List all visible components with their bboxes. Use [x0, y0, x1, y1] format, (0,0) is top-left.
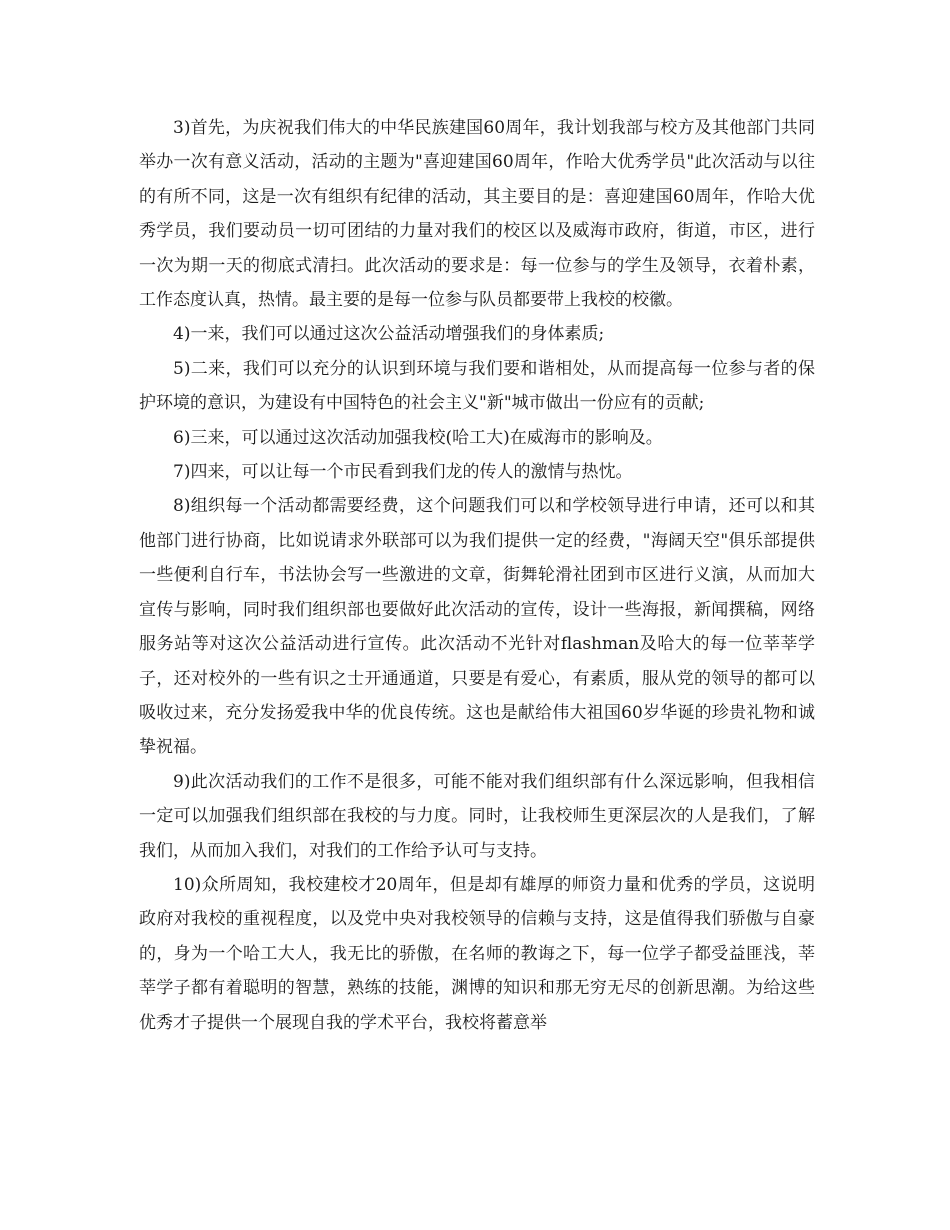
paragraph-5: 5)二来，我们可以充分的认识到环境与我们要和谐相处，从而提高每一位参与者的保护环境的意识，为建设有中国特色的社会主义"新"城市做出一份应有的贡献;	[139, 358, 815, 414]
paragraph-6: 6)三来，可以通过这次活动加强我校(哈工大)在威海市的影响及。	[173, 427, 663, 448]
paragraph-7: 7)四来，可以让每一个市民看到我们龙的传人的激情与热忱。	[173, 462, 633, 483]
paragraph-10: 10)众所周知，我校建校才20周年，但是却有雄厚的师资力量和优秀的学员，这说明政府对我校的重视程度，以及党中央对我校领导的信赖与支持，这是值得我们骄傲与自豪的，身为一个哈工大人，我无比的骄傲，在名师的教诲之下，每一位学子都受益匪浅，莘莘学子都有着聪明的智慧，熟练的技能，渊博的知识和那无穷无尽的创新思潮。为给这些优秀才子提供一个展现自我的学术平台，我校将蓄意举	[139, 874, 815, 1033]
paragraph-9: 9)此次活动我们的工作不是很多，可能不能对我们组织部有什么深远影响，但我相信一定可以加强我们组织部在我校的与力度。同时，让我校师生更深层次的人是我们，了解我们，从而加入我们，对我们的工作给予认可与支持。	[139, 771, 815, 861]
paragraph-3: 3)首先，为庆祝我们伟大的中华民族建国60周年，我计划我部与校方及其他部门共同举办一次有意义活动，活动的主题为"喜迎建国60周年，作哈大优秀学员"此次活动与以往的有所不同，这是一次有组织有纪律的活动，其主要目的是：喜迎建国60周年，作哈大优秀学员，我们要动员一切可团结的力量对我们的校区以及威海市政府，街道，市区，进行一次为期一天的彻底式清扫。此次活动的要求是：每一位参与的学生及领导，衣着朴素，工作态度认真，热情。最主要的是每一位参与队员都要带上我校的校徽。	[139, 118, 815, 311]
paragraph-8: 8)组织每一个活动都需要经费，这个问题我们可以和学校领导进行申请，还可以和其他部门进行协商，比如说请求外联部可以为我们提供一定的经费，"海阔天空"俱乐部提供一些便利自行车，书法协会写一些激进的文章，街舞轮滑社团到市区进行义演，从而加大宣传与影响，同时我们组织部也要做好此次活动的宣传，设计一些海报，新闻撰稿，网络服务站等对这次公益活动进行宣传。此次活动不光针对flashman及哈大的每一位莘莘学子，还对校外的一些有识之士开通通道，只要是有爱心，有素质，服从党的领导的都可以吸收过来，充分发扬爱我中华的优良传统。这也是献给伟大祖国60岁华诞的珍贵礼物和诚挚祝福。	[139, 496, 815, 758]
document-body	[139, 111, 815, 1040]
paragraph-4: 4)一来，我们可以通过这次公益活动增强我们的身体素质;	[173, 324, 605, 345]
